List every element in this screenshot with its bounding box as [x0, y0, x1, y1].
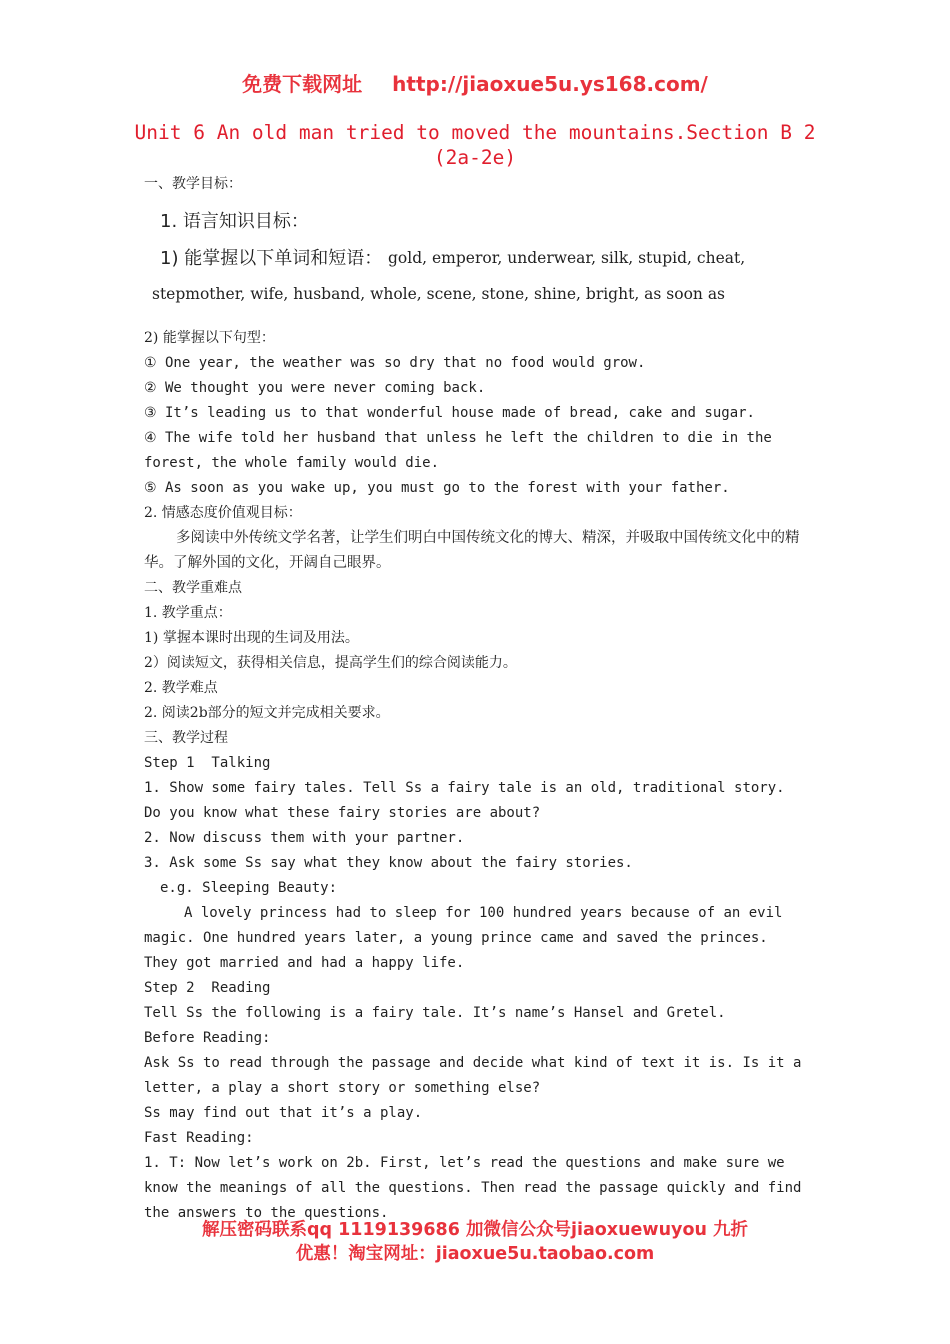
subsection-heading: 1. 语言知识目标： — [160, 211, 309, 232]
sentence-item: ② We thought you were never coming back. — [144, 380, 486, 396]
sentence-item: ③ It’s leading us to that wonderful house made of bread, cake and sugar. — [144, 405, 755, 421]
document-body — [144, 172, 814, 1226]
vocab-list-line-2: stepmother, wife, husband, whole, scene, stone, shine, bright, as soon as — [152, 285, 726, 303]
step-heading: Step 1 Talking — [144, 755, 271, 771]
list-item: 1) 掌握本课时出现的生词及用法。 — [144, 630, 359, 646]
subsection-heading: 2. 教学难点 — [144, 680, 218, 696]
example-line: magic. One hundred years later, a young prince came and saved the princes. — [144, 930, 768, 946]
subheading: Before Reading: — [144, 1030, 271, 1046]
header-url-link[interactable]: http://jiaoxue5u.ys168.com/ — [392, 72, 708, 96]
vocab-label: 1) 能掌握以下单词和短语： — [160, 248, 383, 269]
step-line: 1. T: Now let’s work on 2b. First, let’s read the questions and make sure we — [144, 1155, 785, 1171]
step-line: Ss may find out that it’s a play. — [144, 1105, 423, 1121]
goal-heading: 2. 情感态度价值观目标： — [144, 505, 302, 521]
section-heading: 一、教学目标： — [144, 176, 242, 192]
sentence-heading: 2) 能掌握以下句型： — [144, 330, 275, 346]
step-line: 3. Ask some Ss say what they know about the fairy stories. — [144, 855, 633, 871]
page-title — [130, 120, 820, 170]
sentence-item: ① One year, the weather was so dry that no food would grow. — [144, 355, 646, 371]
list-item: 2. 阅读2b部分的短文并完成相关要求。 — [144, 705, 390, 721]
footer-banner — [0, 1218, 950, 1266]
step-line: letter, a play a short story or something else? — [144, 1080, 541, 1096]
title-line-1: Unit 6 An old man tried to moved the mountains.Section B 2 — [134, 121, 816, 144]
sentence-item-cont: forest, the whole family would die. — [144, 455, 440, 471]
footer-line-2[interactable]: 优惠！淘宝网址：jiaoxue5u.taobao.com — [295, 1244, 655, 1264]
step-heading: Step 2 Reading — [144, 980, 271, 996]
section-heading: 二、教学重难点 — [144, 580, 242, 596]
header-banner — [0, 68, 950, 97]
step-line: 2. Now discuss them with your partner. — [144, 830, 465, 846]
title-line-2: (2a-2e) — [433, 146, 517, 169]
header-label: 免费下载网址 — [242, 72, 363, 96]
list-item: 2）阅读短文，获得相关信息，提高学生们的综合阅读能力。 — [144, 655, 517, 671]
subsection-heading: 1. 教学重点： — [144, 605, 232, 621]
example-heading: e.g. Sleeping Beauty: — [160, 880, 338, 896]
step-line: Do you know what these fairy stories are about? — [144, 805, 541, 821]
footer-line-1: 解压密码联系qq 1119139686 加微信公众号jiaoxuewuyou 九折 — [201, 1220, 749, 1240]
goal-paragraph: 多阅读中外传统文学名著，让学生们明白中国传统文化的博大、精深，并吸取中国传统文化中的精华。了解外国的文化，开阔自己眼界。 — [144, 530, 800, 571]
example-line: They got married and had a happy life. — [144, 955, 465, 971]
section-heading: 三、教学过程 — [144, 730, 228, 746]
vocab-words-1: gold, emperor, underwear, silk, stupid, cheat, — [388, 249, 746, 267]
sentence-item: ⑤ As soon as you wake up, you must go to the forest with your father. — [144, 480, 730, 496]
step-line: the answers to the questions. — [144, 1205, 389, 1221]
sentence-item: ④ The wife told her husband that unless he left the children to die in the — [144, 430, 772, 446]
step-line: 1. Show some fairy tales. Tell Ss a fairy tale is an old, traditional story. — [144, 780, 785, 796]
step-line: know the meanings of all the questions. Then read the passage quickly and find — [144, 1180, 802, 1196]
subheading: Fast Reading: — [144, 1130, 254, 1146]
step-line: Ask Ss to read through the passage and decide what kind of text it is. Is it a — [144, 1055, 802, 1071]
example-line: A lovely princess had to sleep for 100 hundred years because of an evil — [184, 905, 783, 921]
step-line: Tell Ss the following is a fairy tale. It’s name’s Hansel and Gretel. — [144, 1005, 726, 1021]
